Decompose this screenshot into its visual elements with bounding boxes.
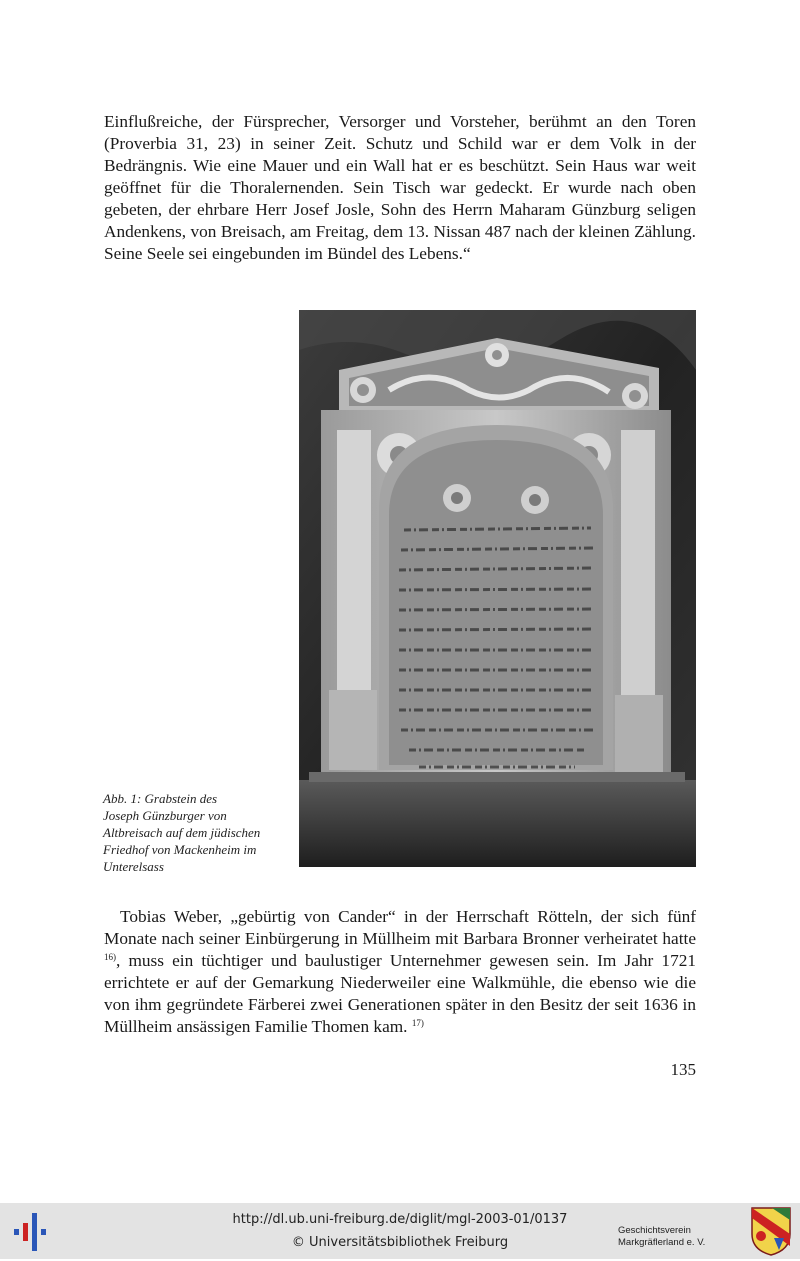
org-line-1: Geschichtsverein [618,1225,691,1236]
footer-organization [618,1225,746,1249]
footer-bar [0,1203,800,1259]
paragraph-2-text-part1: Tobias Weber, „gebürtig von Cander“ in der Herrschaft Rötteln, der sich fünf Monate nach seiner Einbürgerung in Müllheim mit Barbara Bronner verheiratet hatte [104,907,696,948]
footer-copyright: © Universitätsbibliothek Freiburg [291,1235,509,1250]
caption-line: Friedhof von Mackenheim im [103,842,257,857]
caption-line: Unterelsass [103,859,164,874]
body-paragraph-2 [104,906,696,1038]
footnote-ref-16[interactable]: 16) [104,952,116,962]
page-number: 135 [670,1060,696,1079]
caption-line: Joseph Günzburger von [103,808,227,823]
footnote-ref-17[interactable]: 17) [411,1018,424,1028]
paragraph-2-text-part2: , muss ein tüchtiger und baulustiger Unternehmer gewesen sein. Im Jahr 1721 errichtete er auf der Gemarkung Niederweiler eine Walkmühle, die ebenso wie die von ihm gegründete Färberei zwei Generationen später in den Besitz der seit 1636 in Müllheim ansässigen Familie Thomen kam. [104,951,696,1036]
footer-url-link[interactable]: http://dl.ub.uni-freiburg.de/diglit/mgl-2003-01/0137 [232,1212,568,1227]
figure-caption [103,790,293,875]
caption-line: Altbreisach auf dem jüdischen [103,825,261,840]
coat-of-arms-icon[interactable] [750,1206,792,1261]
gravestone-photo [299,310,696,867]
body-paragraph-1: Einflußreiche, der Fürsprecher, Versorger und Vorsteher, berühmt an den Toren (Proverbia 31, 23) in seiner Zeit. Schutz und Schild war er dem Volk in der Bedrängnis. Wie eine Mauer und ein Wall hat er es beschützt. Sein Haus war weit geöffnet für die Thoralernenden. Sein Tisch war gedeckt. Er wurde nach oben gebeten, der ehrbare Herr Josef Josle, Sohn des Herrn Maharam Günzburg seligen Andenkens, von Breisach, am Freitag, dem 13. Nissan 487 nach der kleinen Zählung. Seine Seele sei eingebunden im Bündel des Lebens.“ [104,112,696,263]
org-line-2: Markgräflerland e. V. [618,1237,706,1248]
caption-line: Abb. 1: Grabstein des [103,791,218,806]
